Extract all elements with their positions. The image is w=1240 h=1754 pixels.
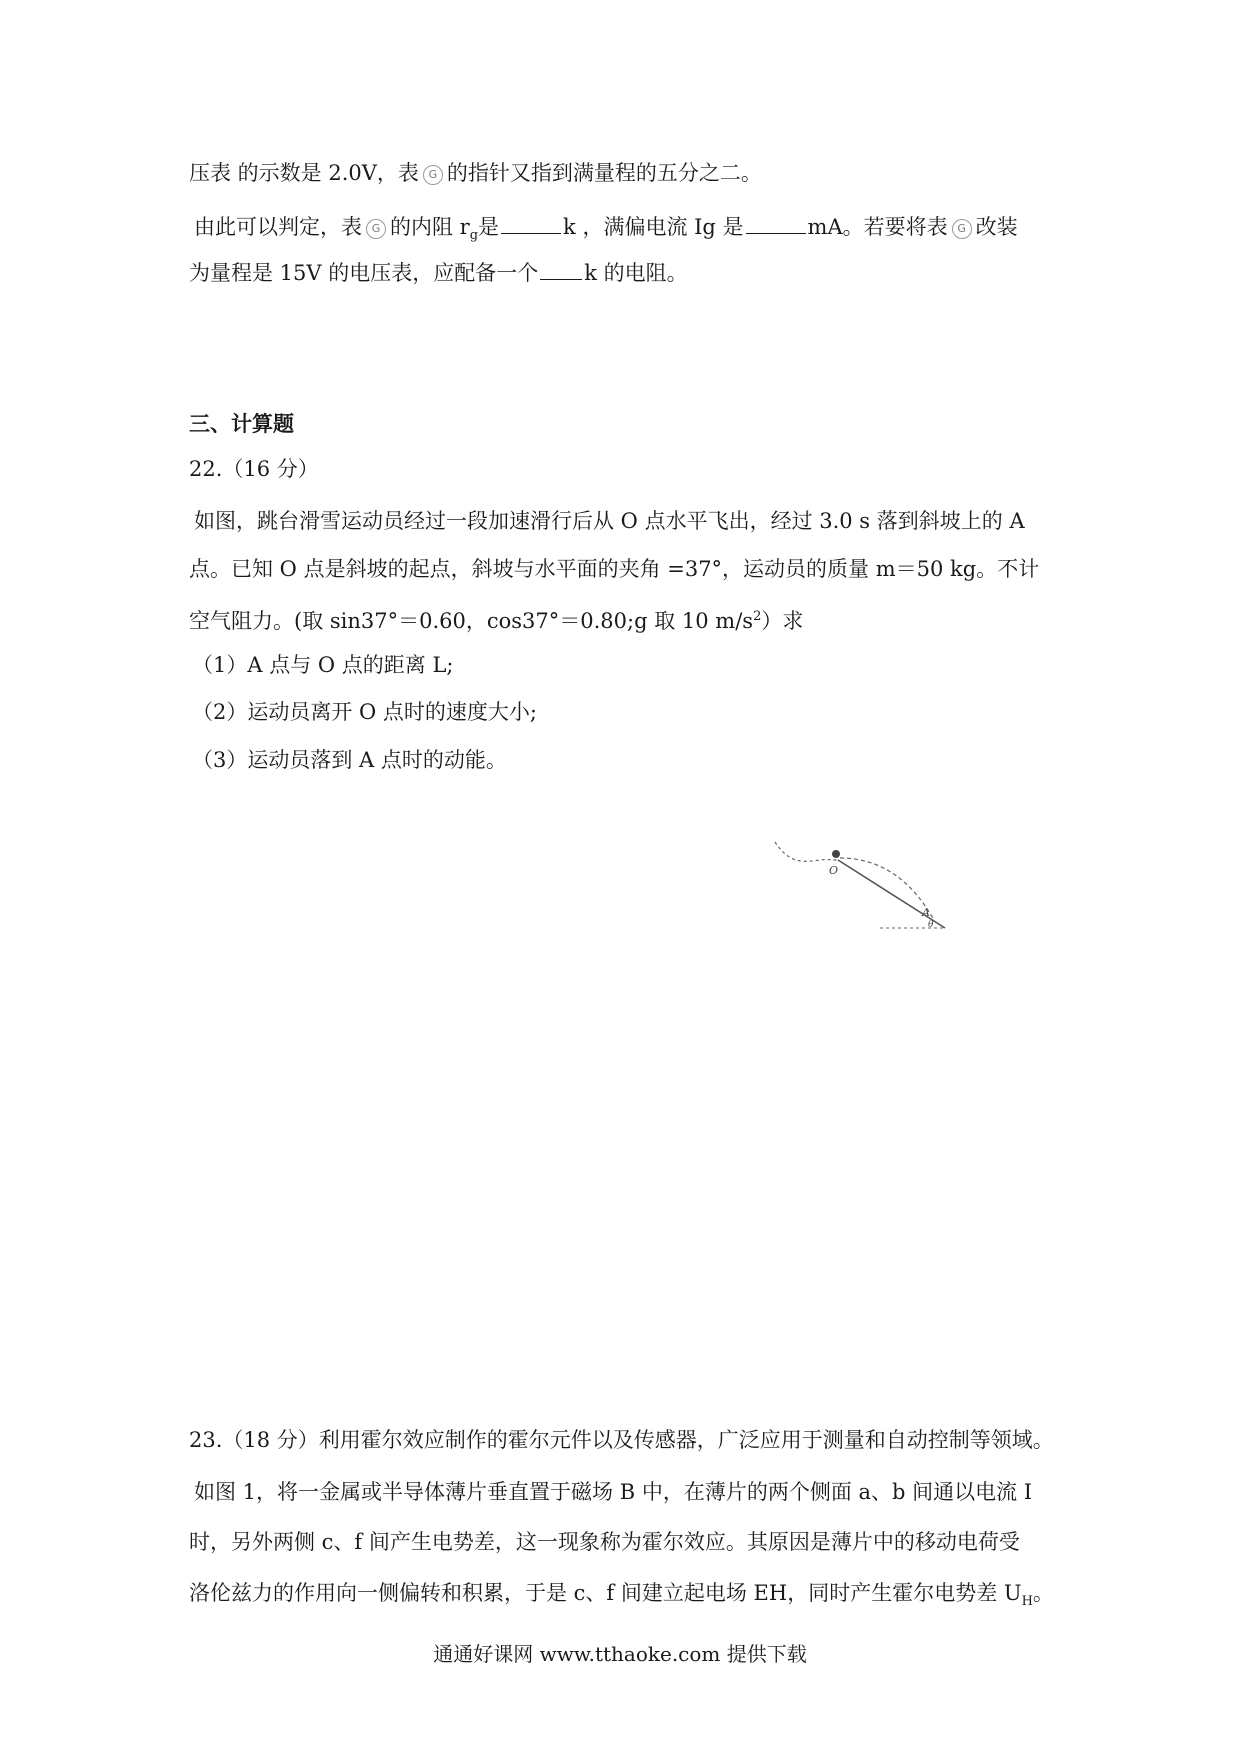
galvanometer-icon: G bbox=[366, 219, 386, 239]
galvanometer-icon: G bbox=[423, 165, 443, 185]
q23-line-1: 23.（18 分）利用霍尔效应制作的霍尔元件以及传感器，广泛应用于测量和自动控制等领域。 bbox=[189, 1428, 1054, 1452]
q22-line-3: 空气阻力。(取 sin37°＝0.60，cos37°＝0.80;g 取 10 $m/s^2$）求 bbox=[189, 609, 804, 633]
answer-blank-ig[interactable] bbox=[746, 213, 806, 234]
q22-line-1: 如图，跳台滑雪运动员经过一段加速滑行后从 O 点水平飞出，经过 3.0 s 落到斜坡上的 A bbox=[194, 509, 1025, 533]
q22-subquestion-3: （3）运动员落到 A 点时的动能。 bbox=[192, 748, 507, 772]
q23-line-2: 如图 1，将一金属或半导体薄片垂直置于磁场 B 中，在薄片的两个侧面 a、b 间通以电流 I bbox=[194, 1480, 1033, 1504]
q21-line-3: 为量程是 15V 的电压表，应配备一个 k 的电阻。 bbox=[189, 261, 688, 285]
skier-icon bbox=[832, 850, 840, 858]
section-heading: 三、计算题 bbox=[189, 412, 294, 436]
label-a: A bbox=[922, 906, 930, 919]
q23-line-3: 时，另外两侧 c、f 间产生电势差，这一现象称为霍尔效应。其原因是薄片中的移动电荷受 bbox=[189, 1530, 1020, 1554]
label-theta: θ bbox=[928, 920, 934, 930]
ski-slope-figure bbox=[770, 820, 970, 960]
galvanometer-icon: G bbox=[952, 219, 972, 239]
q22-number: 22.（16 分） bbox=[189, 457, 319, 481]
q21-line-1: 压表 的示数是 2.0V，表 G 的指针又指到满量程的五分之二。 bbox=[189, 161, 762, 185]
page-footer: 通通好课网 www.tthaoke.com 提供下载 bbox=[433, 1642, 807, 1666]
q22-subquestion-1: （1）A 点与 O 点的距离 L; bbox=[192, 653, 454, 677]
q22-subquestion-2: （2）运动员离开 O 点时的速度大小; bbox=[192, 700, 538, 724]
answer-blank-rg[interactable] bbox=[501, 213, 561, 234]
q23-line-4: 洛伦兹力的作用向一侧偏转和积累，于是 c、f 间建立起电场 EH，同时产生霍尔电势差 $U_H$。 bbox=[189, 1581, 1054, 1610]
q21-line-2: 由此可以判定，表 G 的内阻 $r_g$是 k ，满偏电流 Ig 是 mA。若要将表 G 改装 bbox=[194, 215, 1018, 244]
answer-blank-resistor[interactable] bbox=[540, 259, 582, 280]
approach-ramp bbox=[775, 842, 838, 861]
label-o: O bbox=[829, 864, 839, 877]
q22-line-2: 点。已知 O 点是斜坡的起点，斜坡与水平面的夹角 =37°，运动员的质量 m＝50 kg。不计 bbox=[189, 557, 1040, 581]
